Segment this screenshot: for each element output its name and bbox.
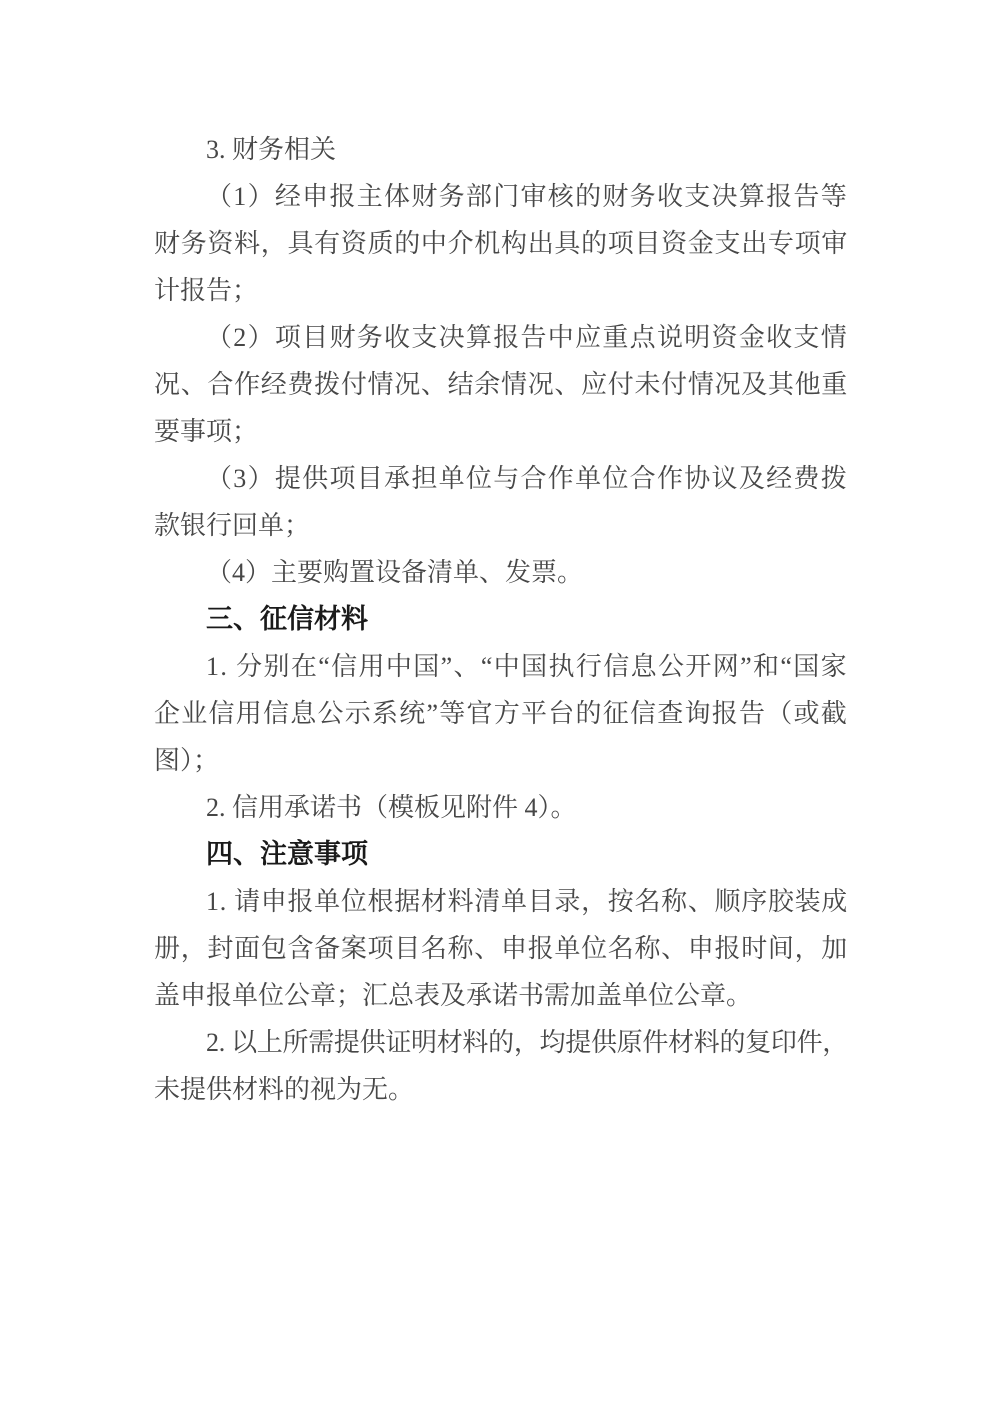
text-line: 计报告；	[154, 276, 259, 305]
text-line: （1）经申报主体财务部门审核的财务收支决算报告等	[206, 182, 848, 211]
text-line: 3. 财务相关	[206, 135, 337, 164]
text-line: 册，封面包含备案项目名称、申报单位名称、申报时间，加	[154, 934, 848, 963]
text-line: 图）；	[154, 746, 220, 775]
text-line: （4）主要购置设备清单、发票。	[206, 558, 584, 587]
text-line: 况、合作经费拨付情况、结余情况、应付未付情况及其他重	[154, 370, 848, 399]
text-line: 1. 请申报单位根据材料清单目录，按名称、顺序胶装成	[206, 887, 848, 916]
text-line: 企业信用信息公示系统”等官方平台的征信查询报告（或截	[154, 699, 848, 728]
text-line: （2）项目财务收支决算报告中应重点说明资金收支情	[206, 323, 848, 352]
heading-credit-materials: 三、征信材料	[206, 604, 368, 634]
text-line: 要事项；	[154, 417, 259, 446]
text-line: 1. 分别在“信用中国”、“中国执行信息公开网”和“国家	[206, 652, 849, 681]
text-line: 2. 信用承诺书（模板见附件 4）。	[206, 793, 577, 822]
text-line: 款银行回单；	[154, 511, 311, 540]
text-line: 财务资料，具有资质的中介机构出具的项目资金支出专项审	[154, 229, 848, 258]
text-line: 2. 以上所需提供证明材料的，均提供原件材料的复印件，	[206, 1028, 848, 1057]
heading-notes: 四、注意事项	[206, 839, 368, 869]
text-line: 未提供材料的视为无。	[154, 1075, 415, 1104]
document-body	[154, 126, 848, 1113]
text-line: 盖申报单位公章；汇总表及承诺书需加盖单位公章。	[154, 981, 753, 1010]
text-line: （3）提供项目承担单位与合作单位合作协议及经费拨	[206, 464, 848, 493]
